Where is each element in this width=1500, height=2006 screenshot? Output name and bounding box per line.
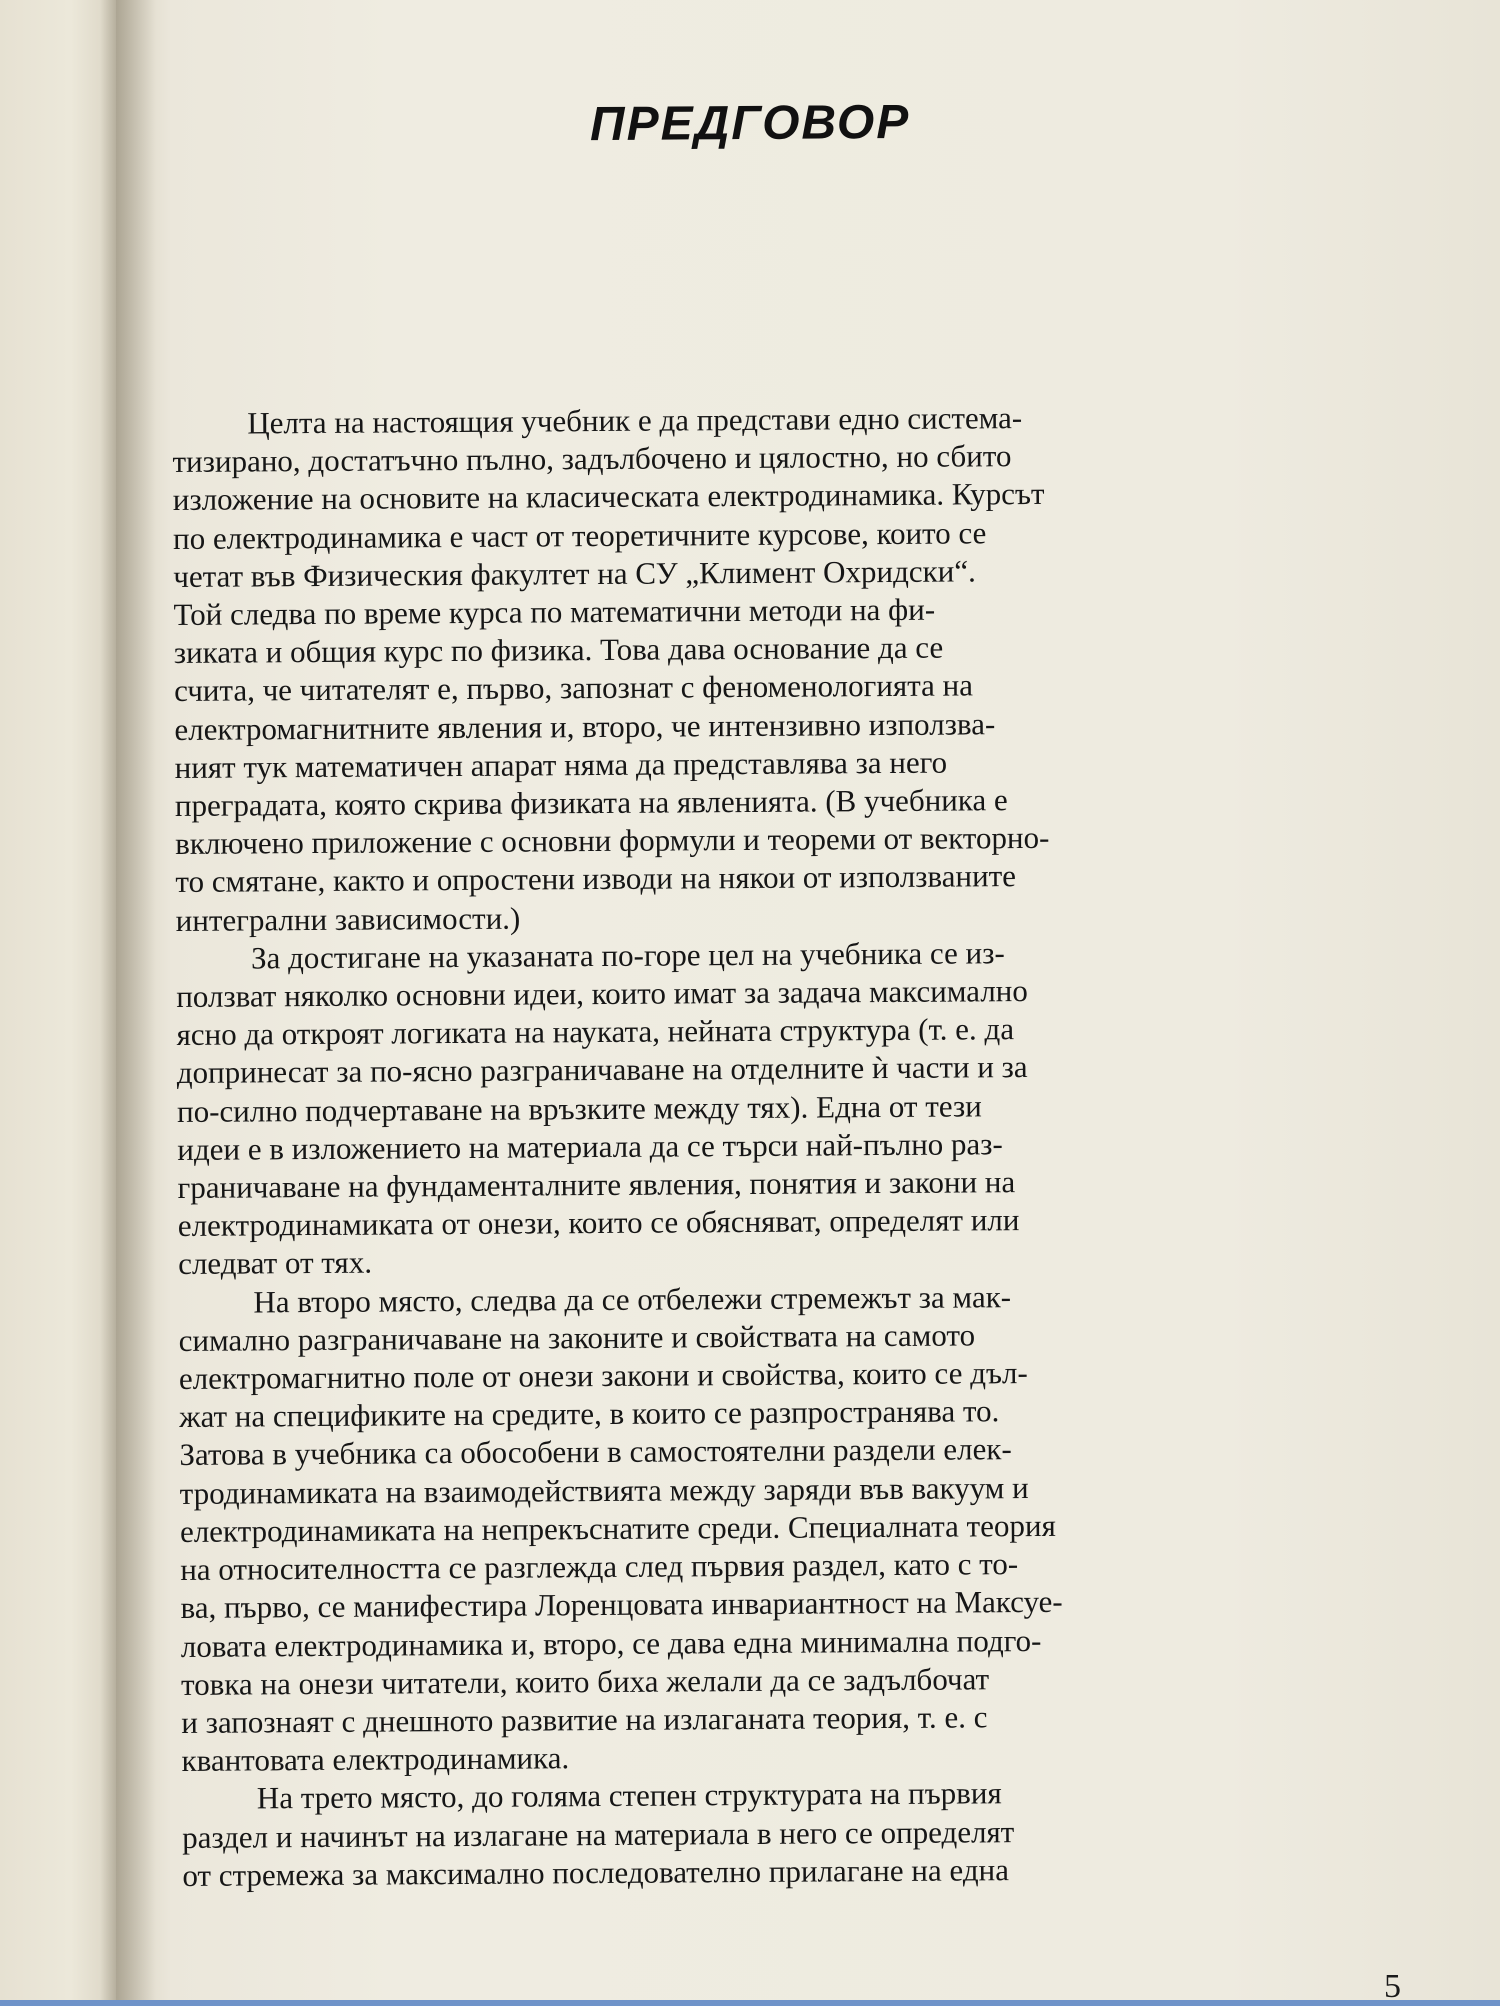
text-line: и запознаят с днешното развитие на излаганата теория, т. е. с [181, 1699, 988, 1740]
text-line: от стремежа за максимално последователно прилагане на една [182, 1851, 1010, 1893]
page-title: ПРЕДГОВОР [589, 95, 911, 152]
page-content [170, 92, 1343, 1895]
text-line: На трето място, до голяма степен структурата на първия [256, 1775, 1002, 1816]
text-line: включено приложение с основни формули и теореми от векторно- [175, 820, 1050, 862]
body-text [172, 397, 1342, 1895]
text-line: жат на спецификите на средите, в които се разпространява то. [179, 1393, 1000, 1435]
text-line: товка на онези читатели, които биха желали да се задълбочат [180, 1661, 990, 1702]
text-line: идеи е в изложението на материала да се търси най-пълно раз- [177, 1126, 1003, 1167]
text-line: електродинамиката на непрекъснатите среди. Специалната теория [179, 1507, 1056, 1549]
text-line: следват от тях. [178, 1245, 373, 1282]
paragraph [172, 397, 1336, 940]
text-line: електромагнитните явления и, второ, че интензивно използва- [174, 705, 996, 747]
text-line: На второ място, следва да се отбележи стремежът за мак- [253, 1278, 1012, 1320]
text-line: електромагнитно поле от онези закони и свойства, които се дъл- [178, 1355, 1028, 1397]
paragraph [182, 1772, 1343, 1895]
text-line: ползват няколко основни идеи, които имат за задача максимално [176, 973, 1028, 1015]
text-line: Той следва по време курса по математични методи на фи- [173, 591, 936, 633]
text-line: счита, че читателят е, първо, запознат с феноменологията на [174, 667, 974, 709]
text-line: ловата електродинамика и, второ, се дава една минимална подго- [180, 1622, 1042, 1664]
text-line: симално разграничаване на законите и свойствата на самото [178, 1317, 976, 1358]
paragraph [176, 932, 1338, 1284]
text-line: раздел и начинът на излагане на материала в него се определят [182, 1813, 1015, 1855]
text-line: граничаване на фундаменталните явления, понятия и закони на [177, 1164, 1016, 1206]
text-line: електродинамиката от онези, които се обясняват, определят или [177, 1202, 1020, 1244]
text-line: ният тук математичен апарат няма да представлява за него [174, 744, 948, 785]
text-line: интегрални зависимости.) [175, 900, 521, 938]
text-line: допринесат за по-ясно разграничаване на отделните ѝ части и за [176, 1049, 1028, 1091]
text-line: преградата, която скрива физиката на явленията. (В учебника е [174, 782, 1008, 824]
text-line: изложение на основите на класическата електродинамика. Курсът [172, 476, 1045, 518]
text-line: ясно да откроят логиката на науката, нейната структура (т. е. да [176, 1011, 1015, 1053]
text-line: ва, първо, се манифестира Лоренцовата инвариантност на Максуе- [180, 1584, 1063, 1626]
text-line: Целта на настоящия учебник е да представи едно система- [247, 400, 1023, 441]
text-line: по електродинамика е част от теоретичните курсове, които се [172, 514, 987, 556]
text-line: Затова в учебника са обособени в самостоятелни раздели елек- [179, 1431, 1012, 1473]
left-facing-page-edge [0, 0, 118, 2000]
text-line: тизирано, достатъчно пълно, задълбочено и цялостно, но сбито [172, 438, 1012, 480]
text-line: на относителността се разглежда след първия раздел, като с то- [180, 1546, 1019, 1588]
text-line: четат във Физическия факултет на СУ „Климент Охридски“. [173, 553, 976, 594]
text-line: квантовата електродинамика. [181, 1740, 570, 1779]
paragraph [178, 1276, 1341, 1781]
page-number: 5 [1384, 1968, 1401, 2005]
text-line: тродинамиката на взаимодействията между заряди във вакуум и [179, 1469, 1029, 1511]
text-line: по-силно подчертаване на връзките между тях). Една от тези [176, 1088, 982, 1129]
text-line: За достигане на указаната по-горе цел на учебника се из- [250, 935, 1005, 976]
text-line: зиката и общия курс по физика. Това дава основание да се [173, 629, 944, 671]
text-line: то смятане, както и опростени изводи на някои от използваните [175, 858, 1017, 900]
